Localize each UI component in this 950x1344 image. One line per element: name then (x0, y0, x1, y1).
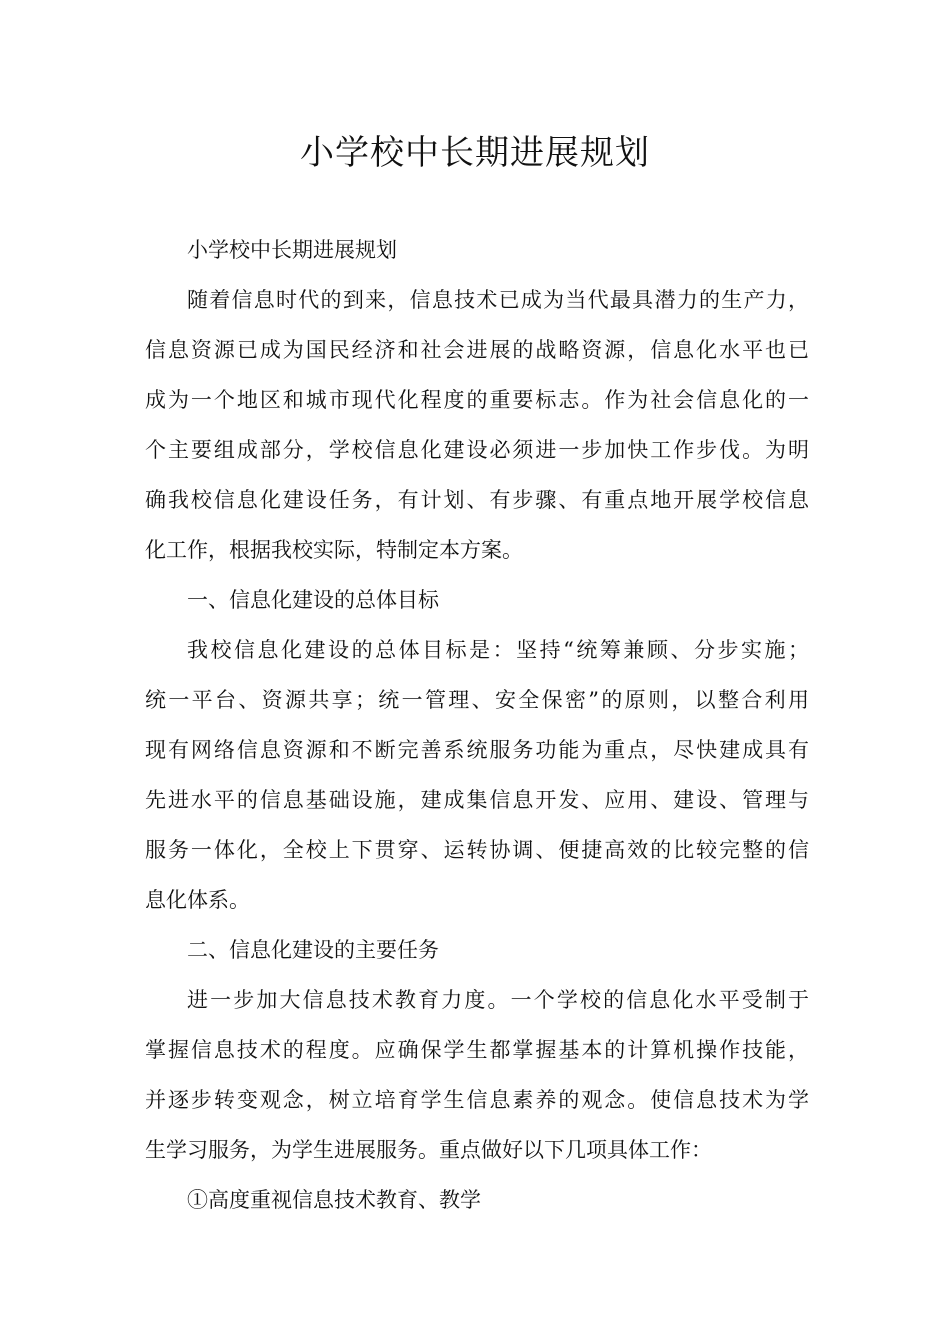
text-line: 二、信息化建设的主要任务 (187, 938, 439, 962)
text-line: 掌握信息技术的程度。应确保学生都掌握基本的计算机操作技能， (145, 1038, 809, 1062)
text-line: 确我校信息化建设任务，有计划、有步骤、有重点地开展学校信息 (145, 488, 809, 512)
section-heading-2 (145, 932, 809, 982)
text-line: 服务一体化，全校上下贯穿、运转协调、便捷高效的比较完整的信 (145, 838, 809, 862)
text-line: 个主要组成部分，学校信息化建设必须进一步加快工作步伐。为明 (145, 438, 809, 462)
text-line: 进一步加大信息技术教育力度。一个学校的信息化水平受制于 (187, 988, 809, 1012)
text-line: 先进水平的信息基础设施，建成集信息开发、应用、建设、管理与 (145, 788, 809, 812)
list-item-1 (145, 1182, 809, 1232)
paragraph-overall-goal (145, 632, 809, 932)
paragraph-main-tasks (145, 982, 809, 1182)
text-line: 小学校中长期进展规划 (187, 238, 397, 262)
document-title: 小学校中长期进展规划 (300, 133, 650, 173)
text-line: 并逐步转变观念，树立培育学生信息素养的观念。使信息技术为学 (145, 1088, 809, 1112)
text-line: 成为一个地区和城市现代化程度的重要标志。作为社会信息化的一 (145, 388, 809, 412)
document-body (145, 232, 809, 1232)
text-line: 现有网络信息资源和不断完善系统服务功能为重点，尽快建成具有 (145, 738, 809, 762)
paragraph-subtitle (145, 232, 809, 282)
text-line: 一、信息化建设的总体目标 (187, 588, 439, 612)
text-line: 化工作，根据我校实际，特制定本方案。 (145, 538, 523, 562)
section-heading-1 (145, 582, 809, 632)
text-line: 我校信息化建设的总体目标是：坚持“统筹兼顾、分步实施； (187, 638, 809, 662)
text-line: 信息资源已成为国民经济和社会进展的战略资源，信息化水平也已 (145, 338, 809, 362)
text-line: ①高度重视信息技术教育、教学 (187, 1188, 481, 1212)
text-line: 息化体系。 (145, 888, 250, 912)
text-line: 随着信息时代的到来，信息技术已成为当代最具潜力的生产力， (187, 288, 809, 312)
text-line: 生学习服务，为学生进展服务。重点做好以下几项具体工作： (145, 1138, 712, 1162)
paragraph-intro (145, 282, 809, 582)
text-line: 统一平台、资源共享；统一管理、安全保密”的原则，以整合利用 (145, 688, 809, 712)
